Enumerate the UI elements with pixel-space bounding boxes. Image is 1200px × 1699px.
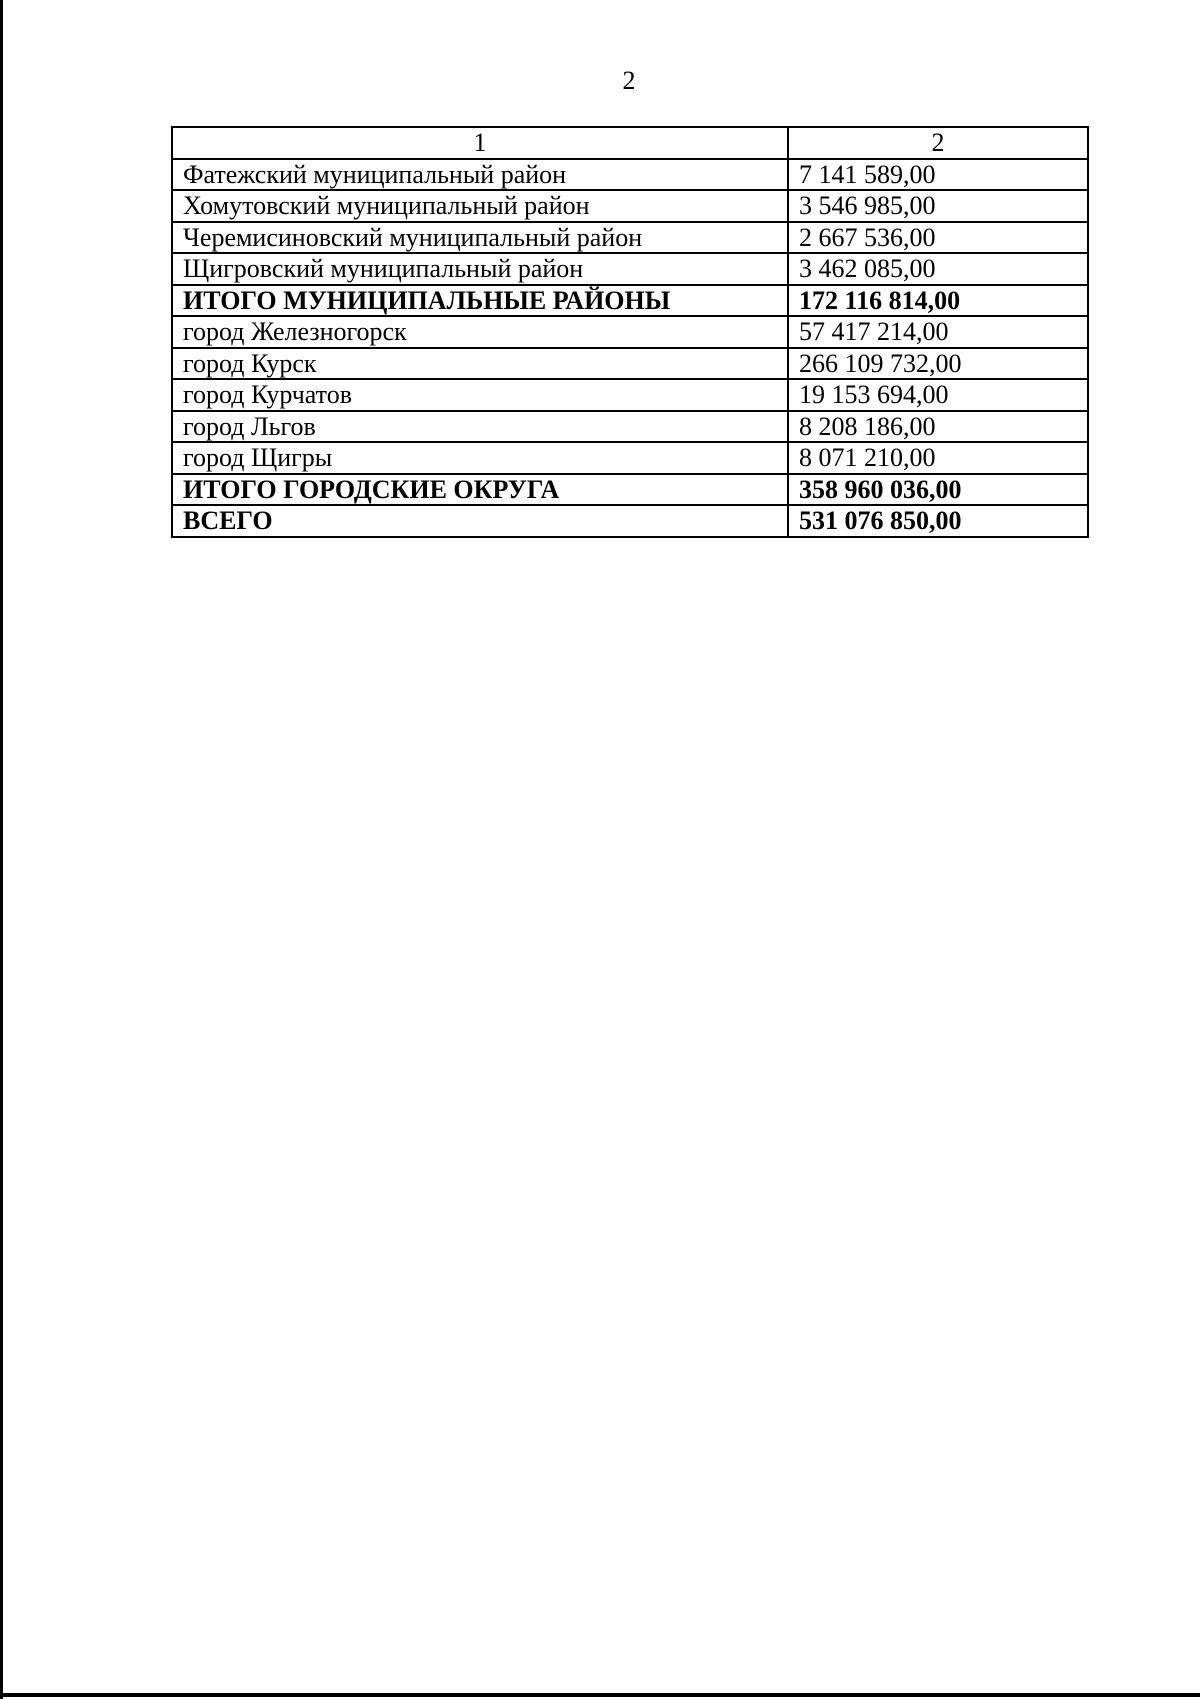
row-value: 358 960 036,00 bbox=[788, 474, 1088, 506]
row-value: 3 546 985,00 bbox=[788, 190, 1088, 222]
row-value: 8 071 210,00 bbox=[788, 442, 1088, 474]
row-name: ИТОГО МУНИЦИПАЛЬНЫЕ РАЙОНЫ bbox=[172, 285, 788, 317]
subtotal-row-cities bbox=[172, 474, 1088, 506]
data-table bbox=[171, 126, 1089, 538]
scan-edge-left bbox=[0, 0, 3, 1699]
column-header-2: 2 bbox=[788, 127, 1088, 159]
row-value: 172 116 814,00 bbox=[788, 285, 1088, 317]
row-name: Хомутовский муниципальный район bbox=[172, 190, 788, 222]
row-value: 57 417 214,00 bbox=[788, 316, 1088, 348]
row-name: город Льгов bbox=[172, 411, 788, 443]
table-row bbox=[172, 159, 1088, 191]
table-row bbox=[172, 190, 1088, 222]
table-row bbox=[172, 411, 1088, 443]
table-row bbox=[172, 253, 1088, 285]
row-value: 3 462 085,00 bbox=[788, 253, 1088, 285]
table-row bbox=[172, 379, 1088, 411]
page-number: 2 bbox=[622, 66, 636, 95]
total-row bbox=[172, 505, 1088, 537]
row-value: 8 208 186,00 bbox=[788, 411, 1088, 443]
row-value: 7 141 589,00 bbox=[788, 159, 1088, 191]
row-value: 531 076 850,00 bbox=[788, 505, 1088, 537]
table-row bbox=[172, 348, 1088, 380]
table-header-row bbox=[172, 127, 1088, 159]
row-name: Фатежский муниципальный район bbox=[172, 159, 788, 191]
row-name: ИТОГО ГОРОДСКИЕ ОКРУГА bbox=[172, 474, 788, 506]
table-row bbox=[172, 222, 1088, 254]
row-value: 2 667 536,00 bbox=[788, 222, 1088, 254]
row-name: ВСЕГО bbox=[172, 505, 788, 537]
column-header-1: 1 bbox=[172, 127, 788, 159]
row-value: 19 153 694,00 bbox=[788, 379, 1088, 411]
subtotal-row-districts bbox=[172, 285, 1088, 317]
table-row bbox=[172, 316, 1088, 348]
row-name: город Щигры bbox=[172, 442, 788, 474]
row-name: Щигровский муниципальный район bbox=[172, 253, 788, 285]
row-name: город Курск bbox=[172, 348, 788, 380]
table-row bbox=[172, 442, 1088, 474]
table-body bbox=[172, 127, 1088, 537]
scan-edge-bottom bbox=[0, 1693, 1200, 1697]
row-name: Черемисиновский муниципальный район bbox=[172, 222, 788, 254]
row-name: город Железногорск bbox=[172, 316, 788, 348]
row-value: 266 109 732,00 bbox=[788, 348, 1088, 380]
row-name: город Курчатов bbox=[172, 379, 788, 411]
